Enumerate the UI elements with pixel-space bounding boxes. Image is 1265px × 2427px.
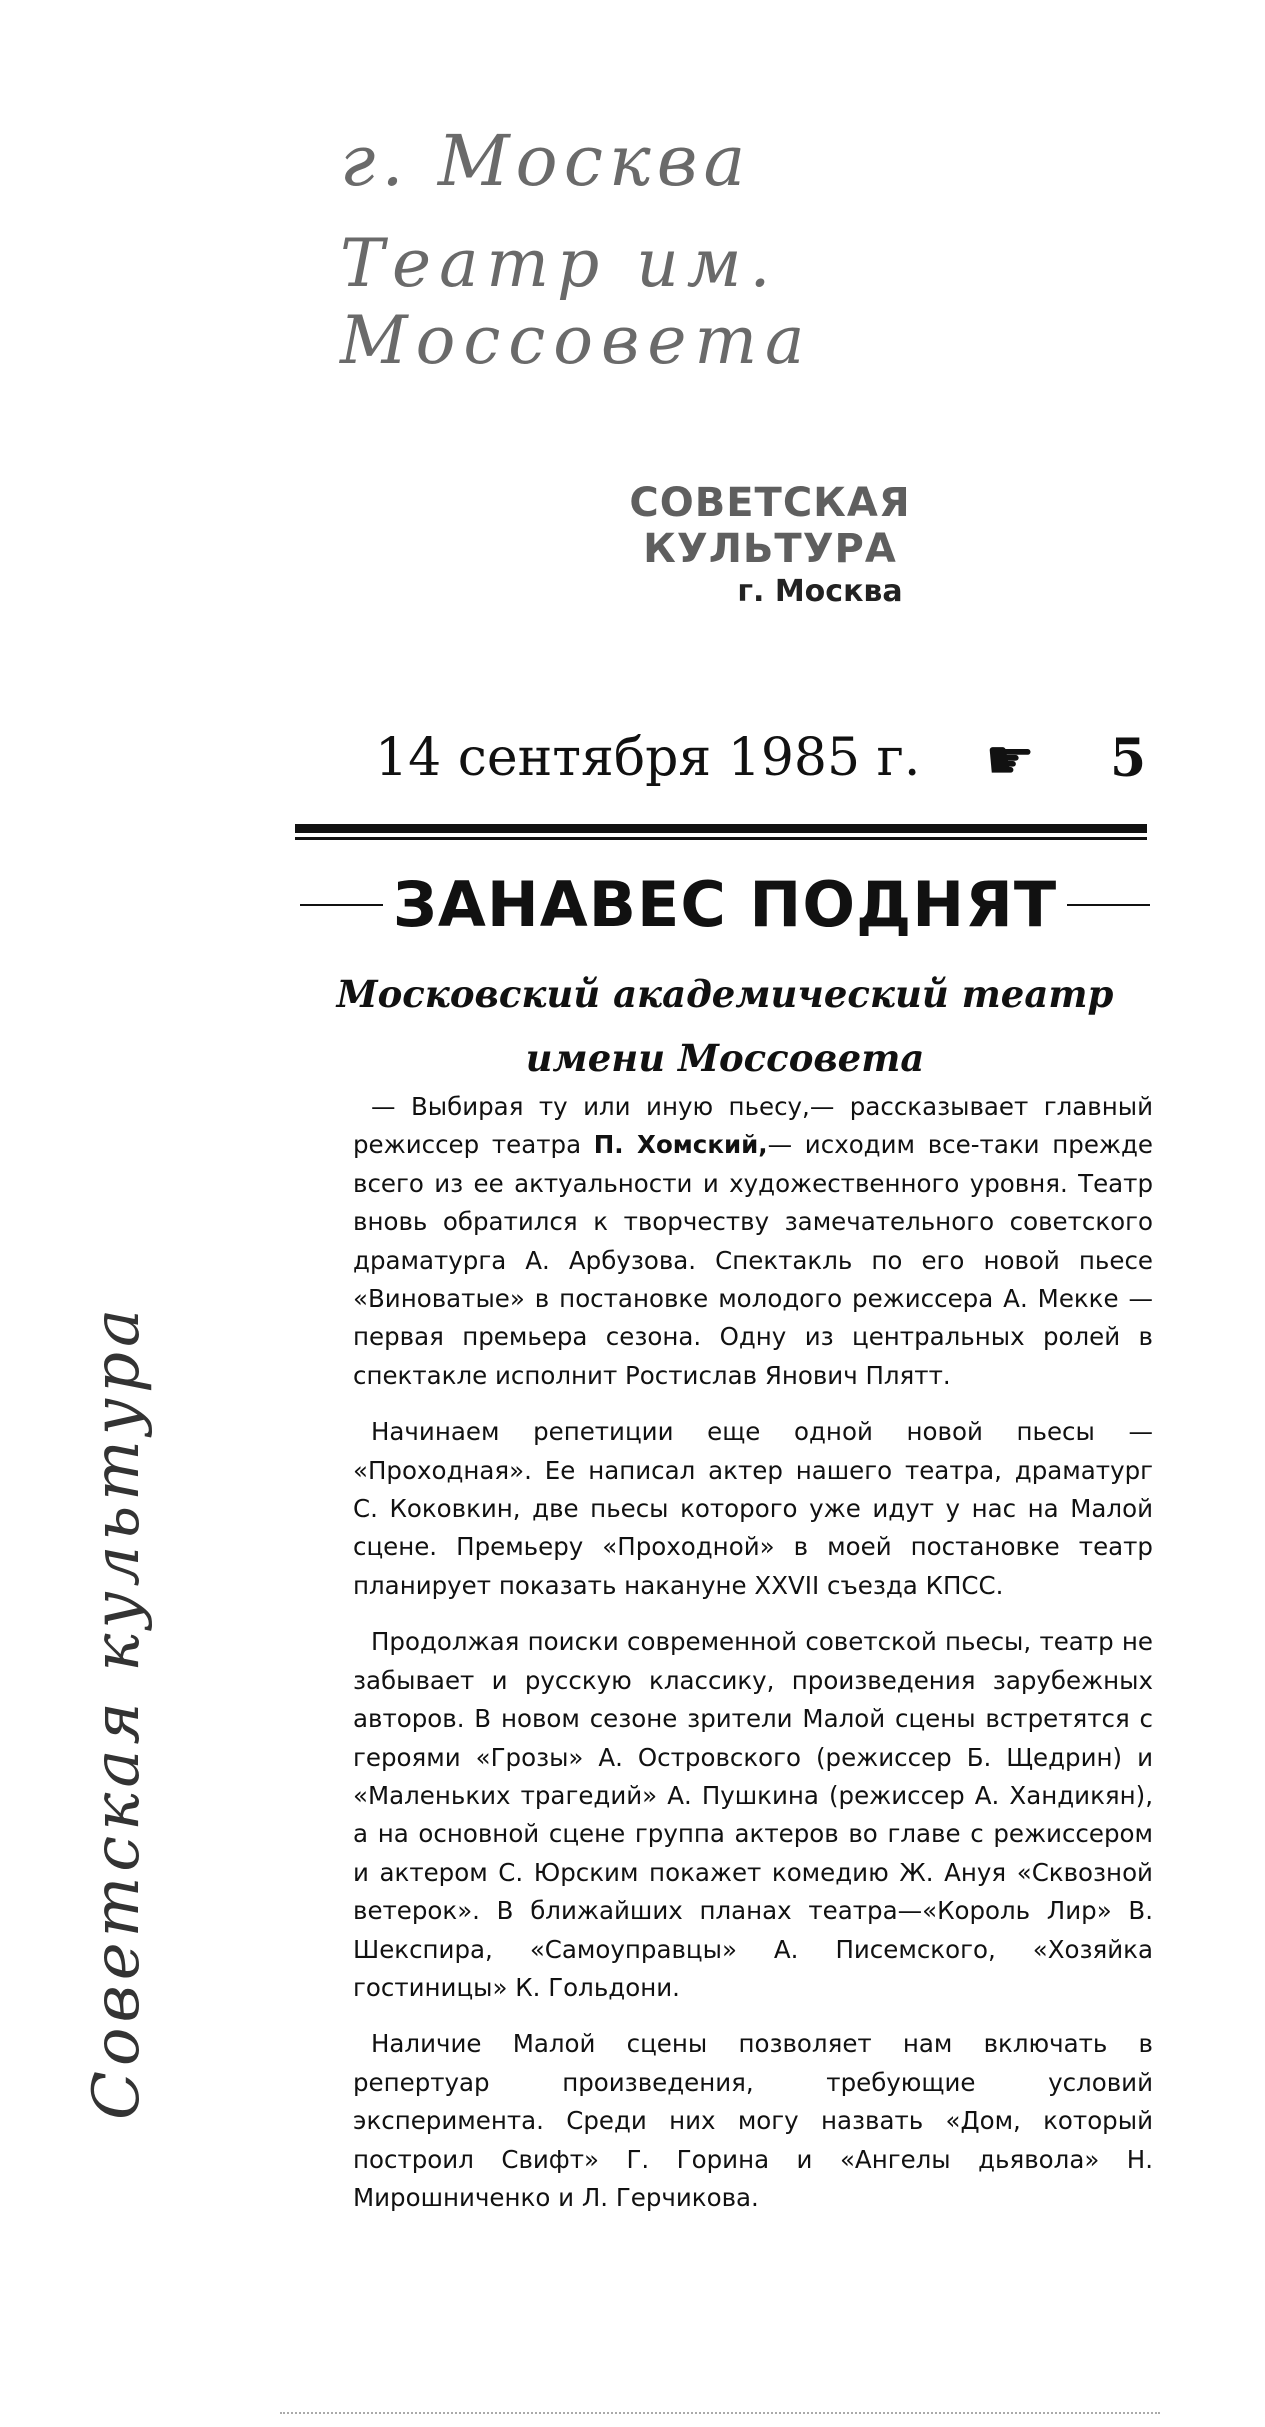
article-paragraph: Наличие Малой сцены позволяет нам включать в репертуар произведения, требующие условий эксперимента. Среди них могу назвать «Дом, который построил Свифт» Г. Горина и «Ангелы дьявола» Н. Мирошниченко и Л. Герчикова. xyxy=(353,2029,1153,2212)
pointing-hand-icon: ☛ xyxy=(985,728,1036,793)
headline xyxy=(300,868,1150,941)
article-paragraph: Продолжая поиски современной советской пьесы, театр не забывает и русскую классику, произведения зарубежных авторов. В новом сезоне зрители Малой сцены встретятся с героями «Грозы» А. Островского (режиссер Б. Щедрин) и «Маленьких трагедий» А. Пушкина (режиссер А. Хандикян), а на основной сцене группа актеров во главе с режиссером и актером С. Юрским покажет комедию Ж. Ануя «Сквозной ветерок». В ближайших планах театра—«Король Лир» В. Шекспира, «Самоуправцы» А. Писемского, «Хозяйка гостиницы» К. Гольдони. xyxy=(353,1627,1153,2002)
article-body xyxy=(353,1088,1153,2235)
paragraph-1-start: — Выбирая ту или иную пьесу,— рассказывает главный режиссер театра xyxy=(353,1092,1153,1160)
director-name: П. Хомский, xyxy=(593,1130,768,1160)
header-rule-thick xyxy=(295,824,1147,833)
header-rule-thin xyxy=(295,837,1147,840)
headline-title: ЗАНАВЕС ПОДНЯТ xyxy=(392,868,1058,941)
article-paragraph xyxy=(353,1088,1153,1395)
subheading-line-2: имени Моссовета xyxy=(525,1036,925,1080)
newspaper-stamp xyxy=(530,480,1010,609)
handwritten-city-note: г. Москва xyxy=(340,120,752,202)
page-number: 5 xyxy=(1110,728,1147,789)
clipping-bottom-edge xyxy=(280,2412,1160,2414)
headline-dash-left xyxy=(300,904,383,906)
handwritten-theatre-note: Театр им. Моссовета xyxy=(340,225,813,379)
stamp-newspaper-name: СОВЕТСКАЯ КУЛЬТУРА xyxy=(629,480,911,572)
headline-dash-right xyxy=(1067,904,1150,906)
paragraph-1-rest: — исходим все-таки прежде всего из ее актуальности и художественного уровня. Театр вновь обратился к творчеству замечательного советского драматурга А. Арбузова. Спектакль по его новой пьесе «Виноватые» в постановке молодого режиссера А. Мекке — первая премьера сезона. Одну из центральных ролей в спектакле исполнит Ростислав Янович Плятт. xyxy=(353,1130,1153,1390)
handwritten-side-note: Советская культура xyxy=(80,1303,154,2120)
stamp-city: г. Москва xyxy=(737,574,903,609)
subheading xyxy=(310,962,1140,1090)
subheading-line-1: Московский академический театр xyxy=(336,972,1114,1016)
dateline xyxy=(375,728,1195,798)
article-paragraph: Начинаем репетиции еще одной новой пьесы — «Проходная». Ее написал актер нашего театра, драматург С. Коковкин, две пьесы которого уже идут у нас на Малой сцене. Премьеру «Проходной» в моей постановке театр планирует показать накануне XXVII съезда КПСС. xyxy=(353,1417,1153,1600)
issue-date: 14 сентября 1985 г. xyxy=(375,728,921,788)
